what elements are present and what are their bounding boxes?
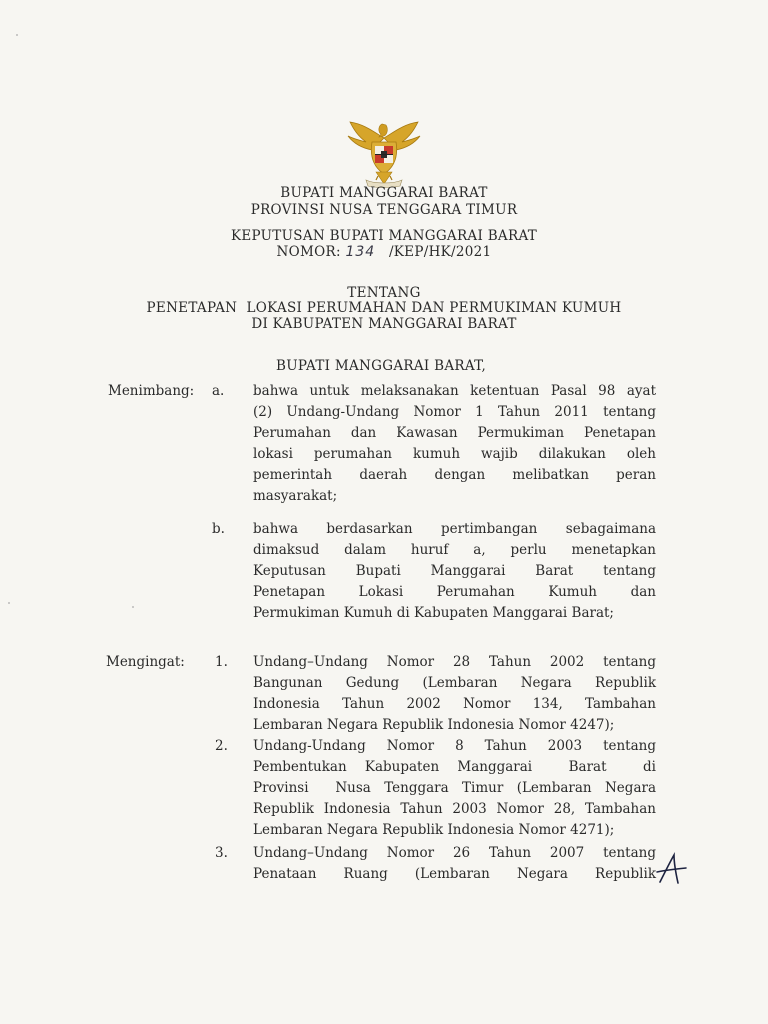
decree-number — [0, 244, 768, 260]
garuda-emblem-icon — [344, 118, 424, 190]
menimbang-marker-b: b. — [212, 521, 225, 537]
text-line: Provinsi Nusa Tenggara Timur (Lembaran Negara — [253, 780, 656, 796]
mengingat-item-3 — [253, 843, 656, 885]
menimbang-marker-a: a. — [212, 383, 225, 399]
mengingat-item-2 — [253, 736, 656, 841]
text-line: lokasi perumahan kumuh wajib dilakukan oleh — [253, 446, 656, 462]
text-line: Perumahan dan Kawasan Permukiman Penetapan — [253, 425, 656, 441]
menimbang-item-b — [253, 519, 656, 624]
paraf-initial-mark-icon — [654, 852, 688, 886]
text-line: bahwa berdasarkan pertimbangan sebagaimana — [253, 521, 656, 537]
text-line: Undang–Undang Nomor 28 Tahun 2002 tentang — [253, 654, 656, 670]
subject-line1: PENETAPAN LOKASI PERUMAHAN DAN PERMUKIMAN KUMUH — [146, 300, 622, 316]
menimbang-label: Menimbang: — [108, 383, 195, 399]
mengingat-label: Mengingat: — [106, 654, 185, 670]
mengingat-marker-3: 3. — [215, 845, 228, 861]
text-line: (2) Undang-Undang Nomor 1 Tahun 2011 tentang — [253, 404, 656, 420]
text-line: Keputusan Bupati Manggarai Barat tentang — [253, 563, 656, 579]
nomor-prefix: NOMOR: — [276, 244, 341, 260]
text-line: bahwa untuk melaksanakan ketentuan Pasal 98 ayat — [253, 383, 656, 399]
text-line: Lembaran Negara Republik Indonesia Nomor 4271); — [253, 822, 615, 838]
scan-speck — [8, 602, 10, 604]
header-line2: PROVINSI NUSA TENGGARA TIMUR — [250, 202, 518, 218]
text-line: Pembentukan Kabupaten Manggarai Barat di — [253, 759, 656, 775]
nomor-suffix: /KEP/HK/2021 — [388, 244, 492, 260]
text-line: Bangunan Gedung (Lembaran Negara Republik — [253, 675, 656, 691]
header-line1: BUPATI MANGGARAI BARAT — [280, 185, 488, 201]
text-line: Indonesia Tahun 2002 Nomor 134, Tambahan — [253, 696, 656, 712]
text-line: pemerintah daerah dengan melibatkan peran — [253, 467, 656, 483]
text-line: Penetapan Lokasi Perumahan Kumuh dan — [253, 584, 656, 600]
tentang-heading: TENTANG — [347, 285, 421, 301]
mengingat-item-1 — [253, 652, 656, 736]
decree-title: KEPUTUSAN BUPATI MANGGARAI BARAT — [230, 228, 538, 244]
menimbang-item-a — [253, 381, 656, 507]
text-line: Lembaran Negara Republik Indonesia Nomor 4247); — [253, 717, 615, 733]
scan-speck — [132, 606, 134, 608]
mengingat-marker-2: 2. — [215, 738, 228, 754]
text-line: Undang-Undang Nomor 8 Tahun 2003 tentang — [253, 738, 656, 754]
text-line: dimaksud dalam huruf a, perlu menetapkan — [253, 542, 656, 558]
text-line: Permukiman Kumuh di Kabupaten Manggarai Barat; — [253, 605, 614, 621]
issuer-heading: BUPATI MANGGARAI BARAT, — [276, 358, 487, 374]
text-line: masyarakat; — [253, 488, 338, 504]
mengingat-marker-1: 1. — [215, 654, 228, 670]
text-line: Undang–Undang Nomor 26 Tahun 2007 tentang — [253, 845, 656, 861]
text-line: Republik Indonesia Tahun 2003 Nomor 28, Tambahan — [253, 801, 656, 817]
nomor-handwritten: 134 — [345, 244, 376, 260]
scan-speck — [16, 34, 18, 36]
subject-line2: DI KABUPATEN MANGGARAI BARAT — [251, 316, 517, 332]
text-line: Penataan Ruang (Lembaran Negara Republik — [253, 866, 656, 882]
